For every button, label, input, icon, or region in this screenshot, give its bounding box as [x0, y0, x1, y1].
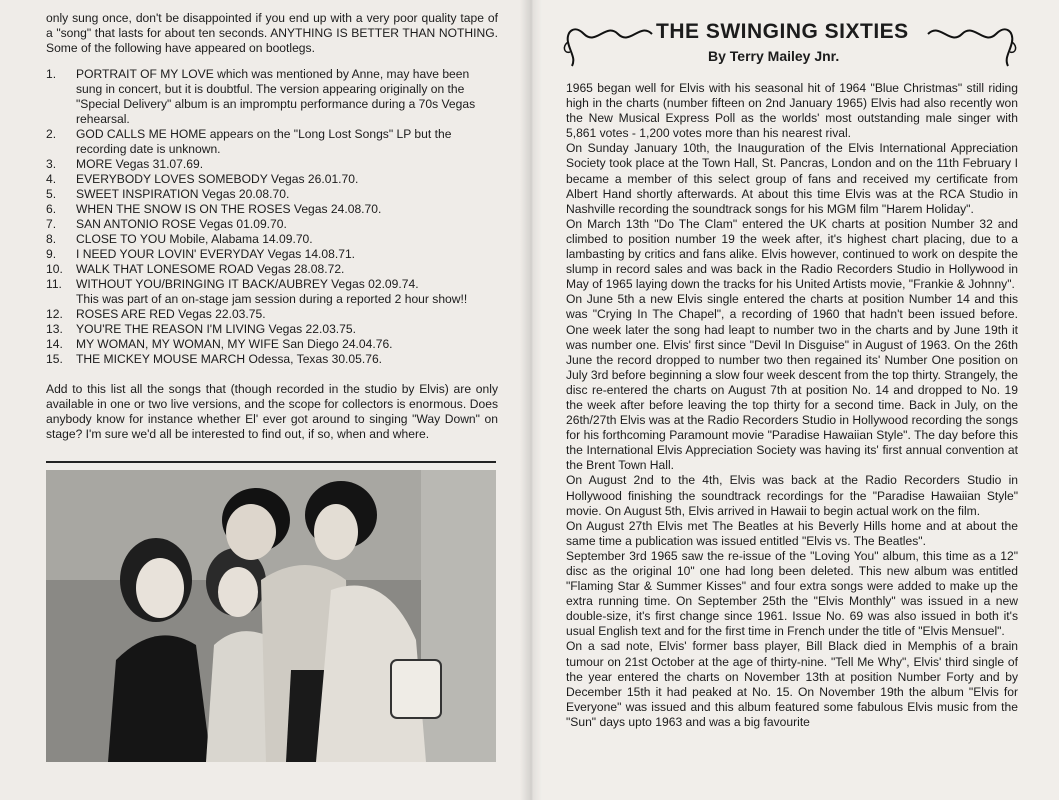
intro-paragraph: only sung once, don't be disappointed if you end up with a very poor quality tape of a "song" that lasts for about ten seconds. ANYTHING IS BETTER THAN NOTHING. Some of the following have appeared on bootlegs.	[46, 11, 498, 55]
song-note: This was part of an on-stage jam session during a reported 2 hour show!!	[76, 292, 468, 306]
song-list-item	[46, 202, 498, 217]
song-text: EVERYBODY LOVES SOMEBODY Vegas 26.01.70.	[76, 172, 359, 186]
song-list-item	[46, 172, 498, 187]
song-number: 6.	[46, 202, 57, 216]
article-paragraph: On March 13th "Do The Clam" entered the UK charts at position Number 32 and climbed to position number 19 the week after, it's highest chart placing, due to a lambasting by critics and fans alike. Elvis however, continued to work on despite the slump in record sales and was back in the Radio Recorders Studio in Hollywood in May of 1965 laying down the tracks for his United Artists movie, "Frankie & Johnny".	[566, 216, 1018, 292]
article-paragraph: 1965 began well for Elvis with his seasonal hit of 1964 "Blue Christmas" still riding high in the charts (number fifteen on 2nd January 1965) Elvis had also recently won the New Musical Express Poll as the worlds' most outstanding male singer with 5,861 votes - 1,200 votes more than his nearest rival.	[566, 81, 1018, 141]
song-list-item	[46, 232, 498, 247]
outro-paragraph: Add to this list all the songs that (though recorded in the studio by Elvis) are only available in one or two live versions, and the scope for collectors is enormous. Does anybody know for instance whether El' ever got around to singing "Way Down" on stage? I'm sure we'd all be interested to find out, if so, when and where.	[46, 382, 498, 441]
left-swirl-ornament	[560, 16, 656, 68]
song-list-item	[46, 337, 498, 352]
song-number: 11.	[46, 277, 62, 291]
article-paragraph: On a sad note, Elvis' former bass player, Bill Black died in Memphis of a brain tumour on 21st October at the age of thirty-nine. "Tell Me Why", Elvis' third single of the year entered the charts on November 13th at position Number Forty and by December 15th it had peaked at No. 15. On November 19th the album "Elvis for Everyone" was issued and this album featured some fabulous Elvis music from the "Sun" days upto 1963 and was a big favourite	[566, 639, 1018, 729]
photo-illustration	[46, 470, 496, 762]
vintage-photo	[46, 470, 496, 762]
divider-rule	[46, 461, 496, 463]
song-text: WALK THAT LONESOME ROAD Vegas 28.08.72.	[76, 262, 345, 276]
song-number: 10.	[46, 262, 63, 276]
song-text: CLOSE TO YOU Mobile, Alabama 14.09.70.	[76, 232, 313, 246]
song-list-item	[46, 352, 498, 367]
song-list-item	[46, 277, 498, 307]
article-byline: By Terry Mailey Jnr.	[708, 48, 840, 64]
song-number: 14.	[46, 337, 63, 351]
song-text: MY WOMAN, MY WOMAN, MY WIFE San Diego 24.04.76.	[76, 337, 393, 351]
song-text: SAN ANTONIO ROSE Vegas 01.09.70.	[76, 217, 287, 231]
song-text: PORTRAIT OF MY LOVE which was mentioned by Anne, may have been sung in concert, but it is doubtful. The version appearing originally on the "Special Delivery" album is an impromptu performance during a 70s Vegas rehearsal.	[76, 67, 476, 126]
article-title: THE SWINGING SIXTIES	[656, 20, 909, 43]
song-text: WHEN THE SNOW IS ON THE ROSES Vegas 24.08.70.	[76, 202, 382, 216]
article-paragraph: September 3rd 1965 saw the re-issue of the "Loving You" album, this time as a 12" disc as the original 10" one had long been deleted. This new album was entitled "Flaming Star & Summer Kisses" and four extra songs were added to make up the extra running time. On September 25th the "Elvis Monthly" was issued in a new double-size, it's first change since 1961. Issue No. 69 was also issued in both it's usual English text and for the first time in French under the title of "Elvis Mensuel".	[566, 548, 1018, 639]
song-list-item	[46, 67, 498, 127]
song-list-item	[46, 217, 498, 232]
song-text: I NEED YOUR LOVIN' EVERYDAY Vegas 14.08.71.	[76, 247, 356, 261]
song-text: SWEET INSPIRATION Vegas 20.08.70.	[76, 187, 290, 201]
song-text: YOU'RE THE REASON I'M LIVING Vegas 22.03.75.	[76, 322, 356, 336]
song-list	[46, 67, 498, 367]
article-paragraph: On August 2nd to the 4th, Elvis was back at the Radio Recorders Studio in Hollywood finishing the soundtrack recordings for the "Paradise Hawaiian Style" movie. On August 5th, Elvis arrived in Hawaii to begin actual work on the film.	[566, 473, 1018, 518]
song-list-item	[46, 157, 498, 172]
song-number: 15.	[46, 352, 63, 366]
song-text: WITHOUT YOU/BRINGING IT BACK/AUBREY Vegas 02.09.74.	[76, 277, 419, 291]
song-number: 1.	[46, 67, 57, 81]
song-list-item	[46, 322, 498, 337]
article-paragraph: On June 5th a new Elvis single entered the charts at position Number 14 and this was "Crying In The Chapel", a recording of 1960 that hadn't been issued before. One week later the song had leapt to number two in the charts and by June 19th it was number one. Elvis' first since "Devil In Disguise" in August of 1963. On the 26th June the record dropped to number two then regained its' Number One position on July 3rd before beginning a slow four week descent from the top thirty. Strangely, the disc re-entered the charts on August 7th at position No. 14 and dropped to No. 19 the week after before leaving the top thirty for a second time. Back in July, on the 26th/27th Elvis was at the Radio Recorders Studio in Hollywood recording the songs for his forthcoming Paramount movie "Paradise Hawaiian Style". The day before this the International Elvis Appreciation Society was having its' first annual convention at the Brent Town Hall.	[566, 292, 1018, 473]
article-header	[560, 14, 1020, 68]
song-number: 9.	[46, 247, 57, 261]
song-number: 7.	[46, 217, 57, 231]
article-paragraph: On August 27th Elvis met The Beatles at his Beverly Hills home and at about the same time a publication was issued entitled "Elvis vs. The Beatles".	[566, 518, 1018, 548]
song-number: 4.	[46, 172, 57, 186]
article-paragraph: On Sunday January 10th, the Inauguration of the Elvis International Appreciation Society took place at the Town Hall, St. Pancras, London and on the 11th February I became a member of this select group of fans and received my certificate from Albert Hand shortly afterwards. At about this time Elvis was at the RCA Studio in Nashville recording the soundtrack songs for his MGM film "Harem Holiday".	[566, 141, 1018, 216]
song-text: ROSES ARE RED Vegas 22.03.75.	[76, 307, 266, 321]
song-text: MORE Vegas 31.07.69.	[76, 157, 204, 171]
song-text: GOD CALLS ME HOME appears on the "Long Lost Songs" LP but the recording date is unknown.	[76, 127, 452, 156]
song-list-item	[46, 262, 498, 277]
song-number: 12.	[46, 307, 63, 321]
song-number: 2.	[46, 127, 57, 141]
right-swirl-ornament	[924, 16, 1020, 68]
song-list-item	[46, 307, 498, 322]
song-number: 13.	[46, 322, 63, 336]
song-text: THE MICKEY MOUSE MARCH Odessa, Texas 30.05.76.	[76, 352, 383, 366]
song-number: 8.	[46, 232, 57, 246]
song-list-item	[46, 187, 498, 202]
song-list-item	[46, 247, 498, 262]
article-body	[566, 81, 1018, 730]
song-number: 3.	[46, 157, 57, 171]
song-list-item	[46, 127, 498, 157]
book-gutter	[520, 0, 542, 800]
song-number: 5.	[46, 187, 57, 201]
